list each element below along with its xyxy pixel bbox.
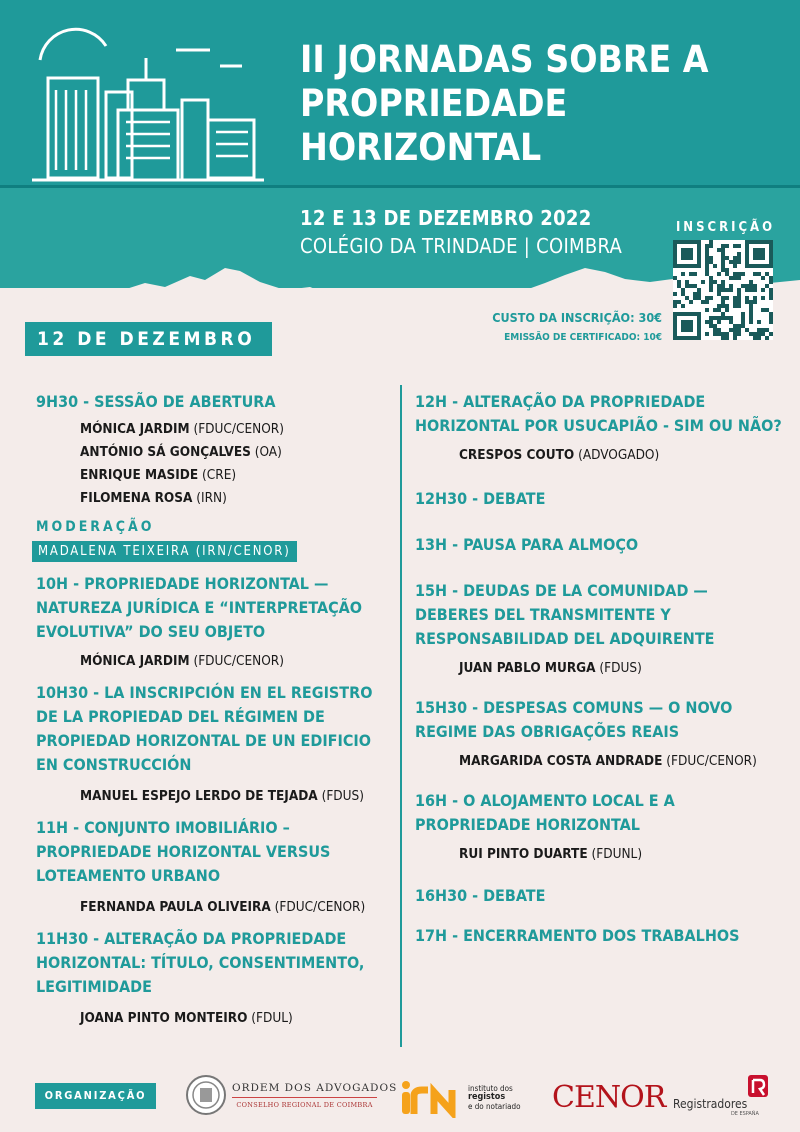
session-title: RESPONSABILIDAD DEL ADQUIRENTE xyxy=(415,629,715,648)
speaker xyxy=(36,418,391,441)
session-title: 15H - DEUDAS DE LA COMUNIDAD — xyxy=(415,581,708,600)
session-block xyxy=(36,390,391,562)
speaker-name: MÓNICA JARDIM xyxy=(80,653,190,669)
speaker xyxy=(415,750,785,773)
column-divider xyxy=(400,385,402,1047)
session-block xyxy=(415,533,785,557)
session-title: 16H - O ALOJAMENTO LOCAL E A xyxy=(415,791,675,810)
registration-cost: CUSTO DA INSCRIÇÃO: 30€ xyxy=(492,310,662,325)
certificate-cost: EMISSÃO DE CERTIFICADO: 10€ xyxy=(504,332,662,343)
session-block xyxy=(415,924,785,948)
organizacao-badge: ORGANIZAÇÃO xyxy=(35,1083,156,1109)
session-block xyxy=(415,487,785,511)
footer-logos xyxy=(0,1070,800,1132)
session-title: PROPRIEDADE HORIZONTAL xyxy=(415,815,640,834)
speaker-name: MARGARIDA COSTA ANDRADE xyxy=(459,753,663,769)
moderator-badge: MADALENA TEIXEIRA (IRN/CENOR) xyxy=(32,541,297,562)
session-title: EN CONSTRUCCIÓN xyxy=(36,755,192,774)
session-title: LOTEAMENTO URBANO xyxy=(36,866,221,885)
speaker-affil: (FDUNL) xyxy=(587,846,643,862)
session-title: PROPRIEDADE HORIZONTAL VERSUS xyxy=(36,842,331,861)
registradores-icon xyxy=(748,1075,768,1103)
speaker-name: FERNANDA PAULA OLIVEIRA xyxy=(80,899,271,915)
session-title: REGIME DAS OBRIGAÇÕES REAIS xyxy=(415,722,680,741)
program-right-column xyxy=(415,390,785,948)
irn-icon xyxy=(400,1078,466,1118)
speaker-name: RUI PINTO DUARTE xyxy=(459,846,588,862)
session-title: 9H30 - SESSÃO DE ABERTURA xyxy=(36,392,276,411)
event-place: COLÉGIO DA TRINDADE | COIMBRA xyxy=(300,234,623,258)
speaker-affil: (FDUC/CENOR) xyxy=(662,753,757,769)
speaker-affil: (OA) xyxy=(250,444,282,460)
session-title: 11H30 - ALTERAÇÃO DA PROPRIEDADE xyxy=(36,929,347,948)
session-block xyxy=(415,696,785,773)
title-line: HORIZONTAL xyxy=(300,126,542,169)
session-block xyxy=(415,390,785,467)
session-block xyxy=(36,572,391,673)
speaker-affil: (FDUS) xyxy=(595,660,642,676)
session-title: DEBERES DEL TRANSMITENTE Y xyxy=(415,605,671,624)
session-title: 12H - ALTERAÇÃO DA PROPRIEDADE xyxy=(415,392,706,411)
speaker-name: ANTÓNIO SÁ GONÇALVES xyxy=(80,444,251,460)
speaker-name: JOANA PINTO MONTEIRO xyxy=(80,1010,248,1026)
speaker xyxy=(36,896,391,919)
event-title xyxy=(300,38,780,170)
event-date: 12 E 13 DE DEZEMBRO 2022 xyxy=(300,206,592,230)
speaker xyxy=(415,657,785,680)
session-block xyxy=(36,816,391,919)
registradores-logo xyxy=(673,1075,788,1119)
speaker-name: FILOMENA ROSA xyxy=(80,490,193,506)
session-title: 17H - ENCERRAMENTO DOS TRABALHOS xyxy=(415,926,740,945)
cenor-logo: CENOR xyxy=(552,1080,666,1115)
speaker xyxy=(415,444,785,467)
inscricao-label: INSCRIÇÃO xyxy=(675,220,776,235)
session-title: 16H30 - DEBATE xyxy=(415,886,546,905)
session-title: DE LA PROPIEDAD DEL RÉGIMEN DE xyxy=(36,707,325,726)
qr-code-icon xyxy=(673,240,773,340)
speaker-affil: (FDUC/CENOR) xyxy=(189,421,284,437)
session-title: LEGITIMIDADE xyxy=(36,977,152,996)
speaker xyxy=(36,441,391,464)
speaker-affil: (IRN) xyxy=(192,490,227,506)
session-title: NATUREZA JURÍDICA E “INTERPRETAÇÃO xyxy=(36,598,363,617)
session-title: PROPIEDAD HORIZONTAL DE UN EDIFICIO xyxy=(36,731,372,750)
speaker-name: ENRIQUE MASIDE xyxy=(80,467,199,483)
speaker-affil: (ADVOGADO) xyxy=(574,447,660,463)
title-line: PROPRIEDADE xyxy=(300,82,568,125)
session-title: HORIZONTAL POR USUCAPIÃO - SIM OU NÃO? xyxy=(415,416,782,435)
session-block xyxy=(36,681,391,808)
speaker xyxy=(415,843,785,866)
speaker xyxy=(36,487,391,510)
session-title: 13H - PAUSA PARA ALMOÇO xyxy=(415,535,639,554)
session-block xyxy=(415,579,785,680)
session-title: EVOLUTIVA” DO SEU OBJETO xyxy=(36,622,266,641)
session-block xyxy=(36,927,391,1030)
irn-text-line: instituto dos xyxy=(468,1084,513,1093)
speaker-name: MÓNICA JARDIM xyxy=(80,421,190,437)
speaker-affil: (CRE) xyxy=(198,467,237,483)
speaker-affil: (FDUS) xyxy=(317,788,364,804)
session-title: 10H30 - LA INSCRIPCIÓN EN EL REGISTRO xyxy=(36,683,373,702)
registradores-name: Registradores xyxy=(673,1097,748,1111)
speaker xyxy=(36,464,391,487)
session-title: 11H - CONJUNTO IMOBILIÁRIO – xyxy=(36,818,290,837)
session-block xyxy=(415,884,785,908)
program-left-column xyxy=(36,390,391,1030)
speaker-name: JUAN PABLO MURGA xyxy=(459,660,596,676)
session-title: HORIZONTAL: TÍTULO, CONSENTIMENTO, xyxy=(36,953,365,972)
registration-qr-code[interactable] xyxy=(673,240,773,340)
speaker xyxy=(36,1007,391,1030)
ordem-advogados-logo xyxy=(232,1082,398,1109)
city-skyline-icon xyxy=(28,20,268,190)
moderacao-label: MODERAÇÃO xyxy=(36,519,155,535)
day-badge: 12 DE DEZEMBRO xyxy=(25,322,272,356)
speaker-name: CRESPOS COUTO xyxy=(459,447,575,463)
session-block xyxy=(415,789,785,866)
speaker-name: MANUEL ESPEJO LERDO DE TEJADA xyxy=(80,788,318,804)
university-seal-icon xyxy=(185,1074,227,1116)
speaker-affil: (FDUL) xyxy=(247,1010,293,1026)
session-title: 12H30 - DEBATE xyxy=(415,489,546,508)
session-title: 15H30 - DESPESAS COMUNS — O NOVO xyxy=(415,698,733,717)
speaker xyxy=(36,785,391,808)
speaker-affil: (FDUC/CENOR) xyxy=(270,899,366,915)
speaker xyxy=(36,650,391,673)
oa-name: ORDEM DOS ADVOGADOS xyxy=(232,1082,398,1094)
oa-sub: CONSELHO REGIONAL DE COIMBRA xyxy=(236,1101,373,1109)
title-line: II JORNADAS SOBRE A xyxy=(300,38,709,81)
speaker-affil: (FDUC/CENOR) xyxy=(189,653,284,669)
registradores-sub: DE ESPAÑA xyxy=(731,1111,759,1117)
irn-text-line: e do notariado xyxy=(468,1102,521,1111)
irn-text-line: registos xyxy=(468,1092,506,1102)
session-title: 10H - PROPRIEDADE HORIZONTAL — xyxy=(36,574,329,593)
